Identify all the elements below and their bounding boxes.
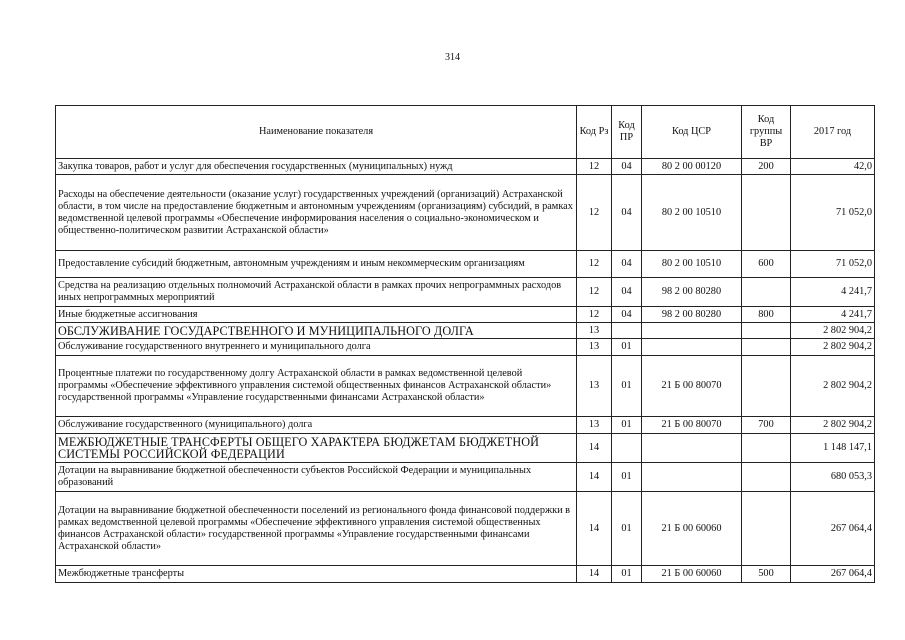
row-name: Закупка товаров, работ и услуг для обеспечения государственных (муниципальных) нужд: [56, 159, 577, 175]
row-csr: 98 2 00 80280: [642, 307, 742, 323]
row-name: Иные бюджетные ассигнования: [56, 307, 577, 323]
table-row: [56, 323, 875, 339]
row-vr: [742, 278, 791, 307]
row-vr: [742, 463, 791, 492]
row-sum: 2 802 904,2: [791, 323, 875, 339]
table-header-row: [56, 106, 875, 159]
header-pr: Код ПР: [612, 106, 642, 159]
row-name: Межбюджетные трансферты: [56, 566, 577, 583]
row-csr: [642, 323, 742, 339]
row-vr: [742, 356, 791, 417]
row-csr: 80 2 00 00120: [642, 159, 742, 175]
row-name: ОБСЛУЖИВАНИЕ ГОСУДАРСТВЕННОГО И МУНИЦИПАЛЬНОГО ДОЛГА: [56, 323, 577, 339]
row-sum: 42,0: [791, 159, 875, 175]
row-vr: 800: [742, 307, 791, 323]
row-pr: 01: [612, 463, 642, 492]
row-rz: 13: [577, 417, 612, 434]
row-name: Процентные платежи по государственному долгу Астраханской области в рамках ведомственной целевой программы «Обеспечение эффективного управления системой общественных финансов Астраханской области» государственной программы «Управление государственными финансами Астраханской области»: [56, 356, 577, 417]
row-pr: 04: [612, 307, 642, 323]
table-row: [56, 159, 875, 175]
row-csr: [642, 463, 742, 492]
table-row: [56, 251, 875, 278]
row-pr: [612, 434, 642, 463]
row-name: МЕЖБЮДЖЕТНЫЕ ТРАНСФЕРТЫ ОБЩЕГО ХАРАКТЕРА БЮДЖЕТАМ БЮДЖЕТНОЙ СИСТЕМЫ РОССИЙСКОЙ ФЕДЕРАЦИИ: [56, 434, 577, 463]
row-pr: 04: [612, 251, 642, 278]
row-rz: 14: [577, 463, 612, 492]
row-pr: 01: [612, 417, 642, 434]
table-row: [56, 307, 875, 323]
row-name: Предоставление субсидий бюджетным, автономным учреждениям и иным некоммерческим организациям: [56, 251, 577, 278]
table-row: [56, 492, 875, 566]
row-sum: 680 053,3: [791, 463, 875, 492]
table-row: [56, 566, 875, 583]
row-rz: 13: [577, 323, 612, 339]
header-name: Наименование показателя: [56, 106, 577, 159]
row-sum: 4 241,7: [791, 307, 875, 323]
row-csr: [642, 339, 742, 356]
row-sum: 2 802 904,2: [791, 339, 875, 356]
table-row: [56, 339, 875, 356]
row-rz: 14: [577, 434, 612, 463]
row-vr: [742, 175, 791, 251]
row-rz: 13: [577, 356, 612, 417]
row-csr: 21 Б 00 80070: [642, 356, 742, 417]
header-rz: Код Рз: [577, 106, 612, 159]
row-sum: 267 064,4: [791, 492, 875, 566]
row-sum: 267 064,4: [791, 566, 875, 583]
row-rz: 12: [577, 307, 612, 323]
row-pr: 01: [612, 356, 642, 417]
row-vr: [742, 339, 791, 356]
row-rz: 13: [577, 339, 612, 356]
row-pr: 04: [612, 159, 642, 175]
row-csr: 21 Б 00 60060: [642, 566, 742, 583]
table-row: [56, 278, 875, 307]
row-rz: 12: [577, 159, 612, 175]
table-row: [56, 463, 875, 492]
row-vr: 500: [742, 566, 791, 583]
header-sum: 2017 год: [791, 106, 875, 159]
row-rz: 14: [577, 566, 612, 583]
row-rz: 12: [577, 278, 612, 307]
row-sum: 71 052,0: [791, 251, 875, 278]
table-row: [56, 175, 875, 251]
row-name: Обслуживание государственного (муниципального) долга: [56, 417, 577, 434]
row-sum: 2 802 904,2: [791, 417, 875, 434]
row-csr: 80 2 00 10510: [642, 251, 742, 278]
header-csr: Код ЦСР: [642, 106, 742, 159]
row-vr: 600: [742, 251, 791, 278]
row-sum: 1 148 147,1: [791, 434, 875, 463]
row-name: Расходы на обеспечение деятельности (оказание услуг) государственных учреждений (организаций) Астраханской области, в том числе на предоставление бюджетным и автономным учреждениям (организациям) субсидий, в рамках ведомственной целевой программы «Обеспечение информирования населения о социально-экономическом и общественно-политическом развитии Астраханской области»: [56, 175, 577, 251]
row-rz: 14: [577, 492, 612, 566]
row-sum: 71 052,0: [791, 175, 875, 251]
budget-table: [55, 105, 875, 583]
row-vr: [742, 323, 791, 339]
row-csr: 98 2 00 80280: [642, 278, 742, 307]
row-vr: 700: [742, 417, 791, 434]
row-csr: 80 2 00 10510: [642, 175, 742, 251]
table-row: [56, 356, 875, 417]
header-vr: Код группы ВР: [742, 106, 791, 159]
row-csr: 21 Б 00 60060: [642, 492, 742, 566]
row-name: Средства на реализацию отдельных полномочий Астраханской области в рамках прочих непрограммных расходов иных непрограммных мероприятий: [56, 278, 577, 307]
row-vr: [742, 492, 791, 566]
row-pr: [612, 323, 642, 339]
row-pr: 04: [612, 175, 642, 251]
row-vr: [742, 434, 791, 463]
row-rz: 12: [577, 251, 612, 278]
row-csr: 21 Б 00 80070: [642, 417, 742, 434]
page-number: 314: [445, 52, 460, 63]
row-name: Обслуживание государственного внутреннего и муниципального долга: [56, 339, 577, 356]
row-pr: 01: [612, 492, 642, 566]
row-rz: 12: [577, 175, 612, 251]
table-row: [56, 434, 875, 463]
row-name: Дотации на выравнивание бюджетной обеспеченности субъектов Российской Федерации и муниципальных образований: [56, 463, 577, 492]
table-row: [56, 417, 875, 434]
row-name: Дотации на выравнивание бюджетной обеспеченности поселений из регионального фонда финансовой поддержки в рамках ведомственной целевой программы «Обеспечение эффективного управления системой общественных финансов Астраханской области» государственной программы «Управление государственными финансами Астраханской области»: [56, 492, 577, 566]
row-sum: 2 802 904,2: [791, 356, 875, 417]
row-pr: 01: [612, 566, 642, 583]
row-sum: 4 241,7: [791, 278, 875, 307]
row-pr: 01: [612, 339, 642, 356]
row-pr: 04: [612, 278, 642, 307]
row-csr: [642, 434, 742, 463]
row-vr: 200: [742, 159, 791, 175]
